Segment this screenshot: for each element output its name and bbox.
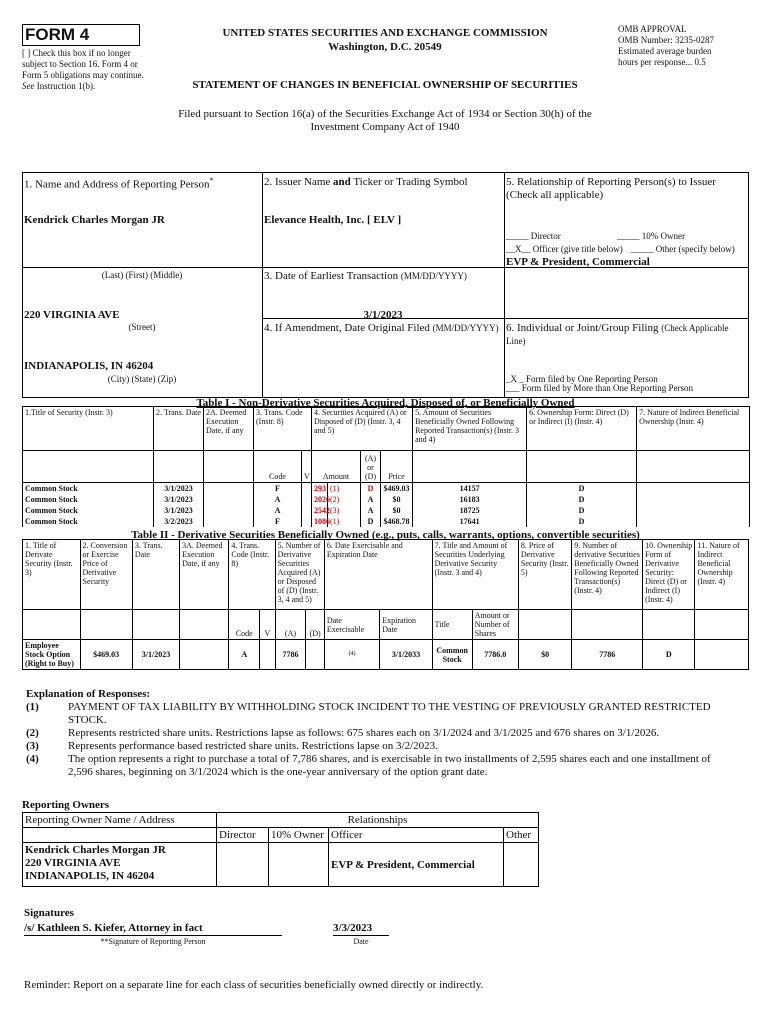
footnote-text: The option represents a right to purchase a total of 7,786 shares, and is exercisable in two installments of 2,595 shares each and one installment of 2,596 shares, beginning on 3/1/2024 which is the one-year anniversary of the option grant date. bbox=[68, 753, 711, 778]
list-item bbox=[26, 701, 738, 727]
list-item bbox=[26, 727, 738, 740]
table1-title: Table I - Non-Derivative Securities Acquired, Disposed of, or Beneficially Owned bbox=[196, 397, 575, 409]
t1-cell-6: (2) bbox=[328, 494, 361, 505]
t2-date: 3/1/2023 bbox=[132, 640, 179, 670]
street-sub: (Street) bbox=[128, 322, 156, 332]
form-title: FORM 4 bbox=[22, 24, 140, 46]
agency-location: Washington, D.C. 20549 bbox=[328, 41, 442, 53]
table-row bbox=[23, 505, 750, 516]
officer-check: __X__ Officer (give title below) bbox=[506, 244, 623, 254]
t1-cell-0: Common Stock bbox=[23, 505, 154, 516]
one-person-filing: _X _ Form filed by One Reporting Person bbox=[506, 374, 658, 384]
t2-dprice: $0 bbox=[518, 640, 571, 670]
owner-officer: EVP & President, Commercial bbox=[329, 843, 504, 887]
reporter-name: Kendrick Charles Morgan JR bbox=[24, 214, 165, 226]
t1-h-deemed: 2A. Deemed Execution Date, if any bbox=[204, 407, 254, 451]
t1-h-v: V bbox=[302, 451, 312, 483]
statement-title: STATEMENT OF CHANGES IN BENEFICIAL OWNERSHIP OF SECURITIES bbox=[192, 79, 578, 91]
t2-u-amt: 7786.0 bbox=[472, 640, 518, 670]
t1-cell-7: D bbox=[361, 483, 381, 495]
t2-h-dprice: 8. Price of Derivative Security (Instr. 5) bbox=[518, 540, 571, 610]
footnote-number: (3) bbox=[26, 740, 39, 752]
t2-h-code: 4. Trans. Code (Instr. 8) bbox=[229, 540, 275, 610]
t2-owned: 7786 bbox=[572, 640, 643, 670]
owners-title: Reporting Owners bbox=[22, 799, 110, 811]
t1-h-aord: (A) or (D) bbox=[361, 451, 381, 483]
t2-h-title: 1. Title of Derivate Security (Instr. 3) bbox=[23, 540, 81, 610]
table2-title: Table II - Derivative Securities Beneficially Owned (e.g., puts, calls, warrants, options, convertible securities) bbox=[131, 529, 640, 541]
footnote-text: Represents performance based restricted share units. Restrictions lapse on 3/2/2023. bbox=[68, 740, 438, 752]
t1-cell-5: 2026 bbox=[312, 494, 328, 505]
t2-h-exercisable: 6. Date Exercisable and Expiration Date bbox=[324, 540, 432, 610]
ten-pct-check: _____ 10% Owner bbox=[617, 231, 685, 241]
t1-cell-10: D bbox=[527, 516, 637, 527]
table1 bbox=[22, 406, 750, 527]
t2-u-title: Common Stock bbox=[432, 640, 472, 670]
t1-cell-7: D bbox=[361, 516, 381, 527]
footnote-number: (1) bbox=[26, 701, 39, 713]
t2-h-exp: Expiration Date bbox=[380, 610, 432, 640]
t2-h-date-ex: Date Exercisable bbox=[324, 610, 379, 640]
t1-cell-5: 293 bbox=[312, 483, 328, 495]
t2-form: D bbox=[643, 640, 695, 670]
t2-a: 7786 bbox=[275, 640, 306, 670]
owners-col-off: Officer bbox=[329, 828, 504, 843]
t1-cell-1: 3/1/2023 bbox=[154, 483, 204, 495]
agency-name: UNITED STATES SECURITIES AND EXCHANGE COMMISSION bbox=[222, 27, 548, 39]
t2-h-owned: 9. Number of derivative Securities Beneficially Owned Following Reported Transaction(s) (Instr. 4) bbox=[572, 540, 643, 610]
t1-h-form: 6. Ownership Form: Direct (D) or Indirect (I) (Instr. 4) bbox=[527, 407, 637, 451]
t2-h-u-title: Title bbox=[432, 610, 472, 640]
t2-h-d: (D) bbox=[306, 610, 324, 640]
t1-h-price: Price bbox=[381, 451, 413, 483]
owners-col-other: Other bbox=[504, 828, 539, 843]
table-row bbox=[23, 483, 750, 495]
t2-h-date: 3. Trans. Date bbox=[132, 540, 179, 610]
director-check: _____ Director bbox=[506, 231, 561, 241]
owners-col-name: Reporting Owner Name / Address bbox=[23, 813, 217, 828]
t2-h-number: 5. Number of Derivative Securities Acquired (A) or Disposed of (D) (Instr. 3, 4 and 5) bbox=[275, 540, 324, 610]
t1-h-date: 2. Trans. Date bbox=[154, 407, 204, 451]
t1-cell-6: (1) bbox=[328, 483, 361, 495]
t1-cell-7: A bbox=[361, 494, 381, 505]
table-row bbox=[23, 494, 750, 505]
owners-col-ten: 10% Owner bbox=[269, 828, 329, 843]
table2 bbox=[22, 539, 749, 670]
t1-cell-0: Common Stock bbox=[23, 494, 154, 505]
omb-approval: OMB APPROVAL OMB Number: 3235-0287 Estimated average burden hours per response... 0.5 bbox=[618, 24, 714, 67]
t1-h-owned: 5. Amount of Securities Beneficially Owned Following Reported Transaction(s) (Instr. 3 and 4) bbox=[413, 407, 527, 451]
t1-cell-8: $468.78 bbox=[381, 516, 413, 527]
t2-h-form: 10. Ownership Form of Derivative Security: Direct (D) or Indirect (I) (Instr. 4) bbox=[643, 540, 695, 610]
footnote-number: (4) bbox=[26, 753, 39, 765]
t1-cell-0: Common Stock bbox=[23, 483, 154, 495]
box1-label: 1. Name and Address of Reporting Person* bbox=[24, 176, 214, 191]
table-row bbox=[23, 843, 539, 887]
t1-cell-9: 18725 bbox=[413, 505, 527, 516]
t1-h-nature: 7. Nature of Indirect Beneficial Ownership (Instr. 4) bbox=[637, 407, 750, 451]
list-item bbox=[26, 753, 738, 779]
t2-exp: 3/1/2033 bbox=[380, 640, 432, 670]
t1-cell-7: A bbox=[361, 505, 381, 516]
reporter-city: INDIANAPOLIS, IN 46204 bbox=[24, 360, 154, 372]
t1-cell-9: 17641 bbox=[413, 516, 527, 527]
t1-h-code-sub: Code bbox=[254, 451, 302, 483]
t2-h-price: 2. Conversion or Exercise Price of Derivative Security bbox=[80, 540, 132, 610]
t1-cell-6: (3) bbox=[328, 505, 361, 516]
box2-label: 2. Issuer Name and Ticker or Trading Symbol bbox=[264, 176, 468, 188]
other-check: _____ Other (specify below) bbox=[631, 244, 735, 254]
t1-cell-1: 3/1/2023 bbox=[154, 505, 204, 516]
check-box-note: [ ] Check this box if no longer subject to Section 16. Form 4 or Form 5 obligations may continue. See Instruction 1(b). bbox=[22, 48, 144, 91]
t1-cell-10: D bbox=[527, 505, 637, 516]
table-row bbox=[23, 516, 750, 527]
footnote-text: PAYMENT OF TAX LIABILITY BY WITHHOLDING STOCK INCIDENT TO THE VESTING OF PREVIOUSLY GRANTED RESTRICTED STOCK. bbox=[68, 701, 711, 726]
footnote-number: (2) bbox=[26, 727, 39, 739]
signature-date: 3/3/2023 bbox=[333, 922, 389, 936]
t2-code: A bbox=[229, 640, 260, 670]
t2-date-ex: (4) bbox=[324, 640, 379, 670]
owner-address: Kendrick Charles Morgan JR 220 VIRGINIA AVE INDIANAPOLIS, IN 46204 bbox=[23, 843, 217, 887]
t2-h-deemed: 3A. Deemed Execution Date, if any bbox=[180, 540, 229, 610]
owners-col-dir: Director bbox=[217, 828, 269, 843]
filed-pursuant: Filed pursuant to Section 16(a) of the Securities Exchange Act of 1934 or Section 30(h) of the Investment Company Act of 1940 bbox=[178, 108, 592, 133]
t1-cell-3: A bbox=[254, 505, 302, 516]
t1-cell-9: 16183 bbox=[413, 494, 527, 505]
name-sub: (Last) (First) (Middle) bbox=[101, 270, 183, 280]
signature: /s/ Kathleen S. Kiefer, Attorney in fact bbox=[24, 922, 282, 936]
t1-cell-3: A bbox=[254, 494, 302, 505]
t1-cell-8: $469.03 bbox=[381, 483, 413, 495]
box6-label: 6. Individual or Joint/Group Filing (Check Applicable Line) bbox=[506, 322, 729, 346]
t1-cell-3: F bbox=[254, 516, 302, 527]
t2-price: $469.03 bbox=[80, 640, 132, 670]
group-filing: ___ Form filed by More than One Reporting Person bbox=[506, 383, 693, 393]
t2-h-nature: 11. Nature of Indirect Beneficial Ownership (Instr. 4) bbox=[695, 540, 749, 610]
owners-table bbox=[22, 812, 539, 887]
t2-h-v: V bbox=[260, 610, 275, 640]
t1-cell-1: 3/1/2023 bbox=[154, 494, 204, 505]
explanations-title: Explanation of Responses: bbox=[26, 688, 151, 700]
t1-h-amount: Amount bbox=[312, 451, 361, 483]
issuer-name: Elevance Health, Inc. [ ELV ] bbox=[264, 214, 402, 226]
t1-cell-5: 2542 bbox=[312, 505, 328, 516]
city-sub: (City) (State) (Zip) bbox=[107, 374, 177, 384]
signature-label: **Signature of Reporting Person bbox=[100, 937, 206, 946]
signatures-title: Signatures bbox=[24, 907, 74, 919]
t1-cell-9: 14157 bbox=[413, 483, 527, 495]
footnote-text: Represents restricted share units. Restrictions lapse as follows: 675 shares each on 3/1/2024 and 3/1/2025 and 676 shares on 3/1/2026. bbox=[68, 727, 660, 739]
explanations-list bbox=[26, 701, 738, 779]
t1-cell-5: 1086 bbox=[312, 516, 328, 527]
table-row bbox=[23, 640, 749, 670]
box5-label: 5. Relationship of Reporting Person(s) to Issuer (Check all applicable) bbox=[506, 176, 716, 201]
owners-col-rel: Relationships bbox=[217, 813, 539, 828]
t1-h-code: 3. Trans. Code (Instr. 8) bbox=[254, 407, 312, 451]
t1-h-title: 1.Title of Security (Instr. 3) bbox=[23, 407, 154, 451]
t2-h-u-amt: Amount or Number of Shares bbox=[472, 610, 518, 640]
t1-cell-3: F bbox=[254, 483, 302, 495]
t1-cell-8: $0 bbox=[381, 494, 413, 505]
t1-cell-0: Common Stock bbox=[23, 516, 154, 527]
t2-h-a: (A) bbox=[275, 610, 306, 640]
t1-cell-6: (1) bbox=[328, 516, 361, 527]
t1-cell-10: D bbox=[527, 494, 637, 505]
box3-label: 3. Date of Earliest Transaction (MM/DD/YYYY) bbox=[264, 270, 467, 282]
t1-cell-10: D bbox=[527, 483, 637, 495]
officer-title: EVP & President, Commercial bbox=[506, 256, 650, 268]
t2-h-underlying: 7. Title and Amount of Securities Underlying Derivative Security (Instr. 3 and 4) bbox=[432, 540, 518, 610]
t1-h-acquired: 4. Securities Acquired (A) or Disposed of (D) (Instr. 3, 4 and 5) bbox=[312, 407, 413, 451]
signature-date-label: Date bbox=[353, 937, 369, 946]
list-item bbox=[26, 740, 738, 753]
reminder: Reminder: Report on a separate line for each class of securities beneficially owned directly or indirectly. bbox=[24, 979, 484, 991]
t2-h-code-sub: Code bbox=[229, 610, 260, 640]
box4-label: 4. If Amendment, Date Original Filed (MM/DD/YYYY) bbox=[264, 322, 499, 334]
t2-title: Employee Stock Option (Right to Buy) bbox=[23, 640, 81, 670]
reporter-street: 220 VIRGINIA AVE bbox=[24, 309, 120, 321]
t1-cell-1: 3/2/2023 bbox=[154, 516, 204, 527]
t1-cell-8: $0 bbox=[381, 505, 413, 516]
earliest-transaction-date: 3/1/2023 bbox=[363, 309, 403, 321]
